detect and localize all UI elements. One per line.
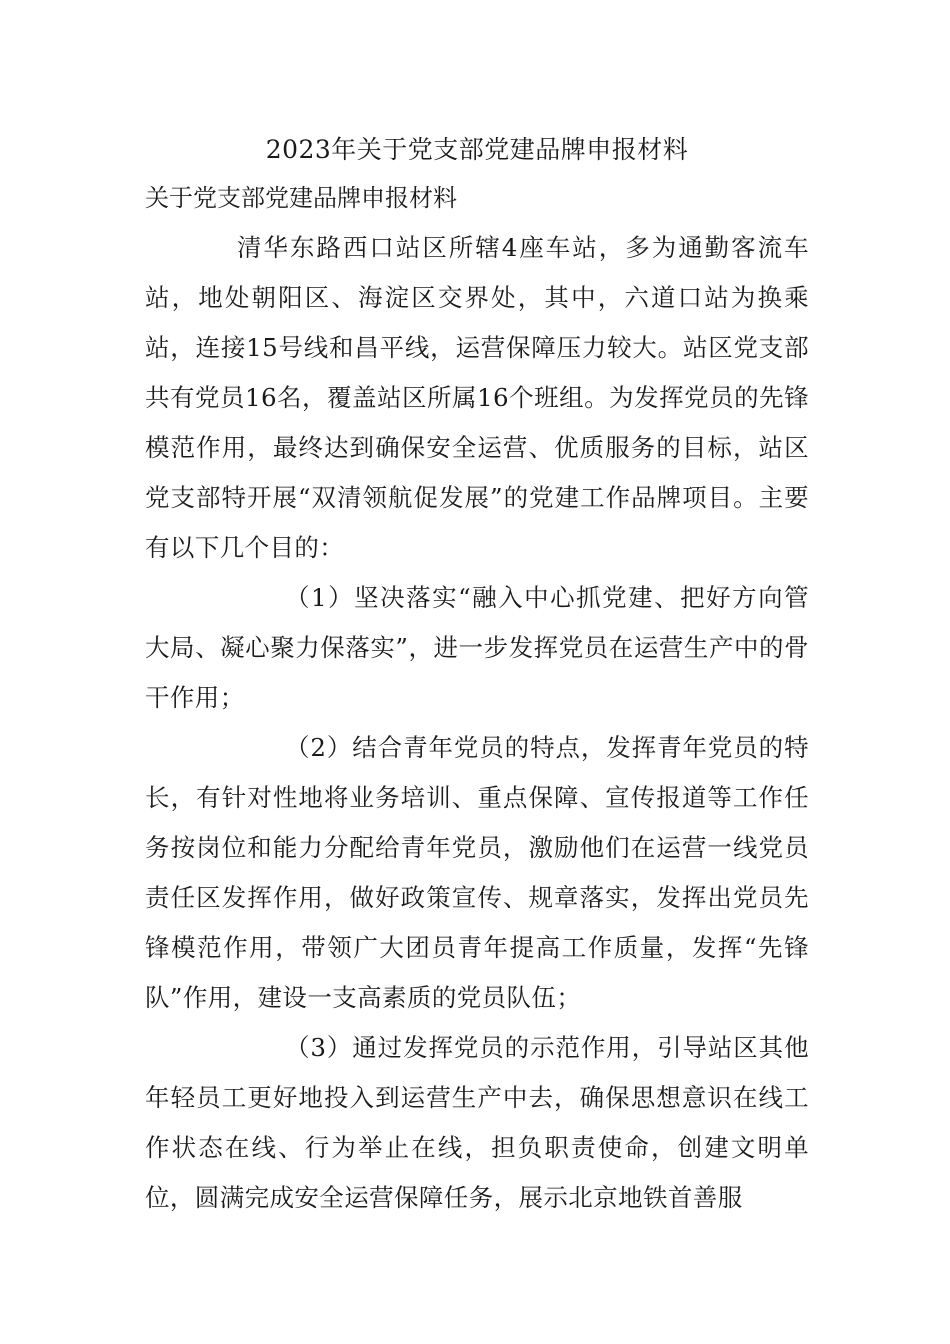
paragraph-intro: 清华东路西口站区所辖4座车站，多为通勤客流车站，地处朝阳区、海淀区交界处，其中，六道口站为换乘站，连接15号线和昌平线，运营保障压力较大。站区党支部共有党员16名，覆盖站区所属16个班组。为发挥党员的先锋模范作用，最终达到确保安全运营、优质服务的目标，站区党支部特开展“双清领航促发展”的党建工作品牌项目。主要有以下几个目的： [145,233,809,562]
document-page [145,130,809,1223]
paragraph-item-3: （3）通过发挥党员的示范作用，引导站区其他年轻员工更好地投入到运营生产中去，确保思想意识在线工作状态在线、行为举止在线，担负职责使命，创建文明单位，圆满完成安全运营保障任务，展示北京地铁首善服 [145,1033,809,1212]
document-title: 2023年关于党支部党建品牌申报材料 [265,135,689,164]
document-subtitle: 关于党支部党建品牌申报材料 [145,184,457,212]
paragraph-item-1: （1）坚决落实“融入中心抓党建、把好方向管大局、凝心聚力保落实”，进一步发挥党员在运营生产中的骨干作用； [145,583,809,712]
paragraph-item-2: （2）结合青年党员的特点，发挥青年党员的特长，有针对性地将业务培训、重点保障、宣传报道等工作任务按岗位和能力分配给青年党员，激励他们在运营一线党员责任区发挥作用，做好政策宣传、规章落实，发挥出党员先锋模范作用，带领广大团员青年提高工作质量，发挥“先锋队”作用，建设一支高素质的党员队伍； [145,733,809,1012]
